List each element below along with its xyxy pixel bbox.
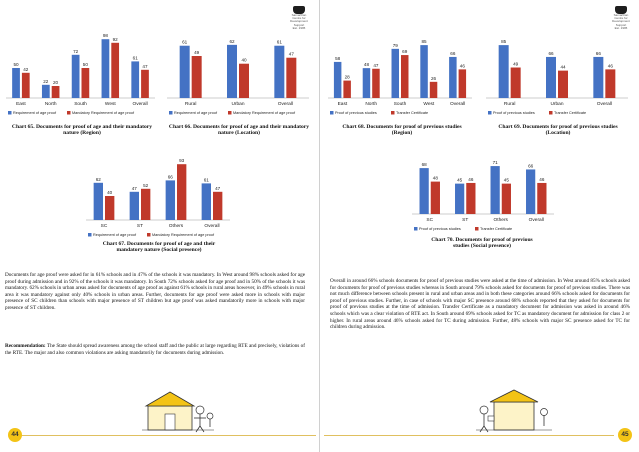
x-tick-label: Overall: [204, 224, 220, 229]
data-label: 52: [143, 182, 149, 188]
bar-east-1: [334, 62, 341, 98]
caption-chart-70: Chart 70. Documents for proof of previous studies (Social presence): [431, 237, 533, 250]
caption-chart-69: Chart 69. Documents for proof of previous studies (Location): [498, 124, 618, 137]
bar-north-1: [42, 85, 50, 98]
bar-overall-1: [202, 183, 211, 220]
bar-urban-2: [239, 64, 249, 98]
data-label: 66: [595, 50, 601, 56]
legend-swatch-1: [414, 227, 418, 231]
bar-urban-1: [227, 45, 237, 98]
legend-label-1: Requirement of age proof: [13, 111, 57, 115]
bar-east-1: [12, 68, 20, 98]
x-tick-label: Overall: [528, 218, 544, 223]
children-school-illustration: [138, 382, 216, 434]
x-tick-label: Others: [493, 218, 508, 223]
data-label: 47: [215, 185, 221, 191]
x-tick-label: ST: [462, 218, 469, 223]
data-label: 28: [344, 74, 350, 80]
data-label: 66: [528, 163, 534, 169]
data-label: 47: [373, 62, 379, 68]
legend-label-2: Transfer Certificate: [480, 227, 513, 231]
bar-south-2: [401, 55, 408, 98]
bar-west-1: [102, 39, 110, 98]
legend-swatch-2: [67, 111, 71, 115]
data-label: 40: [107, 190, 113, 195]
bar-overall-2: [605, 69, 615, 98]
data-label: 46: [459, 63, 465, 69]
x-tick-label: ST: [136, 224, 144, 229]
left-body-paragraph: Documents for age proof were asked for in 61% schools and in 47% of the schools it was mandatory. In West around 98% schools asked for age proof during admission and in 92% of the schools it was mandatory. In South 72% schools asked for age proof and in 50% of the schools it was mandatory. 62% schools in urban areas asked for documents of age proof as against 61% schools in rural areas however, in 49% schools in rural area it was mandatory against only 40% schools in urban areas. Further, documents for age proof were asked more in schools with major presence of SC children than schools with major presence of ST children but age proof was asked mandatorily more in schools with major presence of ST children.: [5, 272, 305, 311]
chart-67-svg: [82, 152, 234, 244]
legend-swatch-2: [228, 111, 232, 115]
data-label: 46: [607, 63, 613, 69]
x-tick-label: SC: [426, 218, 434, 223]
data-label: 47: [142, 63, 148, 69]
bar-rural-1: [499, 45, 509, 98]
bar-others-1: [491, 166, 500, 214]
x-tick-label: West: [423, 102, 435, 107]
data-label: 66: [450, 50, 456, 56]
bar-rural-2: [511, 68, 521, 98]
legend-label-2: Mandatory Requirement of age proof: [72, 111, 135, 115]
data-label: 40: [241, 57, 247, 63]
bar-st-1: [455, 184, 464, 214]
chart-70-svg: [408, 152, 558, 238]
logo-line-1: Samarthan: [291, 13, 307, 17]
chart-69-svg: [482, 34, 632, 122]
bar-south-1: [392, 49, 399, 98]
data-label: 58: [335, 55, 341, 61]
logo-line-2: Centre for Development Support: [612, 16, 630, 27]
legend-swatch-2: [391, 111, 395, 115]
legend-swatch-1: [8, 111, 12, 115]
data-label: 61: [182, 39, 188, 45]
chart-68: [324, 34, 476, 122]
bar-st-1: [130, 192, 139, 220]
bar-rural-1: [180, 46, 190, 98]
bar-south-2: [82, 68, 90, 98]
bar-st-2: [466, 183, 475, 214]
right-body-paragraph: Overall in around 66% schools documents for proof of previous studies were asked at the time of admission. In West around 85% schools asked for documents for proof of previous studies whereas in South around 79% schools asked for documents for proof of previous studies. There was not much difference between schools present in rural and urban areas and in both these categories around 66% schools asked for documents for proof of previous studies. Further, in case of schools with major SC presence around 68% schools reported that they asked for documents for proof of previous studies at the time of admission. Transfer Certificate as a mandatory document for admission was asked in around 46% schools which was a clear violation of RTE act. In South around 69% schools asked for TC as mandatory document for admission for class 2 or higher. In rural areas around 46% schools asked for TC during admission. Further, 48% schools with major SC presence asked for TC for children during admission.: [330, 278, 630, 331]
bar-overall-1: [449, 57, 456, 98]
bar-others-2: [177, 164, 186, 220]
bar-overall-1: [526, 169, 535, 214]
x-tick-label: Urban: [550, 102, 564, 107]
x-tick-label: Others: [168, 224, 184, 229]
data-label: 61: [203, 177, 209, 183]
legend-label-1: Proof of previous studies: [335, 111, 377, 115]
data-label: 61: [276, 39, 282, 45]
x-tick-label: East: [337, 102, 348, 107]
left-footer-rule: [20, 435, 316, 436]
chart-65-svg: [2, 30, 159, 122]
data-label: 50: [13, 62, 19, 67]
x-tick-label: North: [44, 102, 57, 107]
x-tick-label: South: [74, 102, 87, 107]
legend-label-1: Requirement of age proof: [93, 233, 137, 237]
bar-south-1: [72, 55, 80, 98]
caption-chart-66: Chart 66. Documents for proof of age and their mandatory nature (Location): [168, 124, 310, 137]
bar-overall-2: [213, 192, 222, 220]
data-label: 47: [288, 51, 294, 57]
legend-label-2: Mandatory Requirement of age proof: [152, 233, 215, 237]
data-label: 69: [402, 49, 408, 55]
organization-logo: [288, 6, 310, 30]
legend-label-1: Requirement of age proof: [174, 111, 218, 115]
x-tick-label: Overall: [596, 102, 612, 107]
bar-north-1: [363, 68, 370, 98]
x-tick-label: SC: [100, 224, 108, 229]
left-page: [0, 0, 319, 452]
bar-st-2: [141, 189, 150, 220]
legend-label-2: Transfer Certificate: [554, 111, 587, 115]
bar-overall-2: [537, 183, 546, 214]
logo-line-1: Samarthan: [613, 13, 629, 17]
recommendation-paragraph: [5, 343, 305, 356]
data-label: 85: [501, 39, 507, 45]
bar-sc-1: [420, 168, 429, 214]
legend-swatch-1: [330, 111, 334, 115]
chart-66-svg: [163, 30, 313, 122]
data-label: 66: [548, 50, 554, 56]
data-label: 42: [23, 66, 29, 72]
bar-urban-2: [558, 71, 568, 98]
legend-label-2: Mandatory Requirement of age proof: [233, 111, 296, 115]
chart-65: [2, 30, 159, 122]
x-tick-label: Overall: [132, 102, 148, 107]
caption-chart-67: Chart 67. Documents for proof of age and their mandatory nature (Social presence): [102, 241, 216, 254]
x-tick-label: Overall: [277, 102, 293, 107]
bar-east-2: [22, 73, 30, 98]
bar-overall-2: [286, 58, 296, 98]
data-label: 20: [53, 80, 59, 85]
x-tick-label: Rural: [503, 102, 516, 107]
legend-swatch-2: [147, 233, 151, 237]
bar-rural-2: [192, 56, 202, 98]
data-label: 62: [95, 176, 101, 182]
bar-north-2: [52, 86, 60, 98]
bar-others-2: [502, 184, 511, 214]
data-label: 92: [112, 36, 118, 42]
data-label: 45: [503, 177, 509, 183]
data-label: 46: [539, 176, 545, 182]
x-tick-label: Urban: [231, 102, 245, 107]
bar-west-2: [111, 43, 119, 98]
caption-chart-65: Chart 65. Documents for proof of age and their mandatory nature (Region): [11, 124, 153, 137]
data-label: 45: [457, 177, 463, 183]
legend-label-1: Proof of previous studies: [493, 111, 535, 115]
chart-69: [482, 34, 632, 122]
recommendation-label: Recommendation:: [5, 343, 46, 349]
data-label: 93: [179, 158, 185, 164]
legend-label-1: Proof of previous studies: [419, 227, 461, 231]
data-label: 50: [82, 62, 88, 67]
chart-66: [163, 30, 313, 122]
data-label: 48: [363, 62, 370, 68]
data-label: 85: [421, 39, 427, 45]
legend-swatch-2: [549, 111, 553, 115]
page-number-right: 45: [618, 428, 632, 442]
bar-west-1: [420, 45, 427, 98]
right-page: [320, 0, 639, 452]
data-label: 46: [468, 176, 474, 182]
legend-swatch-1: [169, 111, 173, 115]
x-tick-label: West: [104, 102, 116, 107]
bar-north-2: [372, 69, 379, 98]
x-tick-label: South: [393, 102, 407, 107]
bar-sc-1: [94, 183, 103, 220]
x-tick-label: East: [16, 102, 26, 107]
data-label: 49: [513, 61, 519, 67]
caption-chart-68: Chart 68. Documents for proof of previous studies (Region): [342, 124, 462, 137]
data-label: 98: [102, 33, 108, 39]
right-footer-rule: [324, 435, 614, 436]
legend-swatch-1: [488, 111, 492, 115]
bar-others-1: [166, 180, 175, 220]
bar-overall-1: [131, 61, 139, 98]
bar-west-2: [430, 82, 437, 98]
data-label: 44: [560, 64, 566, 70]
bar-east-2: [343, 81, 350, 98]
bar-sc-2: [431, 182, 440, 214]
legend-label-2: Transfer Certificate: [396, 111, 429, 115]
bar-overall-1: [274, 46, 284, 98]
bar-urban-1: [546, 57, 556, 98]
logo-line-3: Est. 1995: [292, 25, 306, 30]
logo-line-2: Centre for Development Support: [290, 16, 308, 27]
bar-overall-1: [593, 57, 603, 98]
x-tick-label: Rural: [184, 102, 197, 107]
data-label: 47: [131, 185, 137, 191]
data-label: 71: [492, 160, 498, 166]
bar-overall-2: [459, 69, 466, 98]
x-tick-label: North: [365, 102, 378, 107]
data-label: 48: [432, 175, 438, 181]
chart-70: [408, 152, 558, 238]
data-label: 66: [167, 174, 173, 180]
chart-67: [82, 152, 234, 244]
children-reading-illustration: [474, 384, 554, 434]
data-label: 61: [132, 55, 138, 61]
bar-overall-2: [141, 70, 149, 98]
bar-sc-2: [105, 196, 114, 220]
data-label: 22: [43, 78, 49, 84]
data-label: 68: [421, 162, 427, 168]
data-label: 49: [194, 50, 200, 55]
x-tick-label: Overall: [449, 102, 466, 107]
chart-68-svg: [324, 34, 476, 122]
data-label: 26: [430, 75, 437, 81]
legend-swatch-1: [88, 233, 92, 237]
data-label: 79: [392, 42, 398, 48]
organization-logo-right: [610, 6, 632, 30]
data-label: 72: [73, 48, 79, 54]
data-label: 62: [229, 38, 235, 44]
recommendation-text: The State should spread awareness among the school staff and the public at large regarding RTE and precisely, violations of the RTE. The major and also common violations are asking mandatorily for documents during admission.: [5, 343, 305, 356]
logo-line-3: Est. 1995: [614, 25, 628, 30]
page-number-left: 44: [8, 428, 22, 442]
legend-swatch-2: [475, 227, 479, 231]
